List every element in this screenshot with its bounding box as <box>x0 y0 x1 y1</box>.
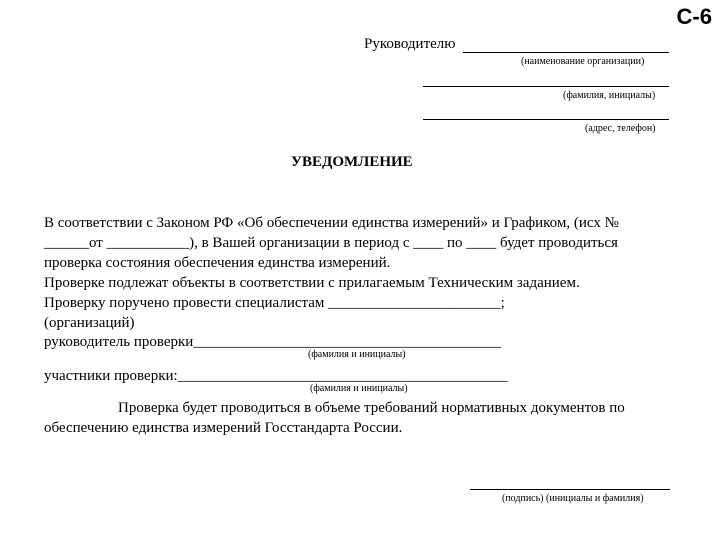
body-line-6: (организаций) <box>44 315 135 331</box>
inspection-members-line: участники проверки:____________________________________________ <box>44 368 508 384</box>
body-line-1: В соответствии с Законом РФ «Об обеспечении единства измерений» и Графиком, (исх № <box>44 215 619 231</box>
recipient-address-line <box>423 119 669 120</box>
body-line-10: обеспечению единства измерений Госстандарта России. <box>44 420 403 436</box>
inspection-members-hint: (фамилия и инициалы) <box>310 383 408 394</box>
address-hint: (адрес, телефон) <box>585 123 656 134</box>
signature-hint: (подпись) (инициалы и фамилия) <box>502 493 644 504</box>
body-line-3: проверка состояния обеспечения единства измерений. <box>44 255 391 271</box>
recipient-label: Руководителю <box>364 36 456 52</box>
org-name-hint: (наименование организации) <box>521 56 645 67</box>
signature-line <box>470 489 670 490</box>
body-line-2: ______от ___________), в Вашей организации в период с ____ по ____ будет проводиться <box>44 235 618 251</box>
body-line-9: Проверка будет проводиться в объеме требований нормативных документов по <box>118 400 625 416</box>
recipient-org-line <box>463 52 669 53</box>
slide-number: С-6 <box>676 4 712 29</box>
inspection-lead-line: руководитель проверки_________________________________________ <box>44 334 501 350</box>
body-line-5: Проверку поручено провести специалистам _______________________; <box>44 295 505 311</box>
recipient-names-line <box>423 86 669 87</box>
names-hint: (фамилия, инициалы) <box>563 90 656 101</box>
body-line-4: Проверке подлежат объекты в соответствии с прилагаемым Техническим заданием. <box>44 275 580 291</box>
inspection-lead-hint: (фамилия и инициалы) <box>308 349 406 360</box>
document-title: УВЕДОМЛЕНИЕ <box>291 154 413 170</box>
